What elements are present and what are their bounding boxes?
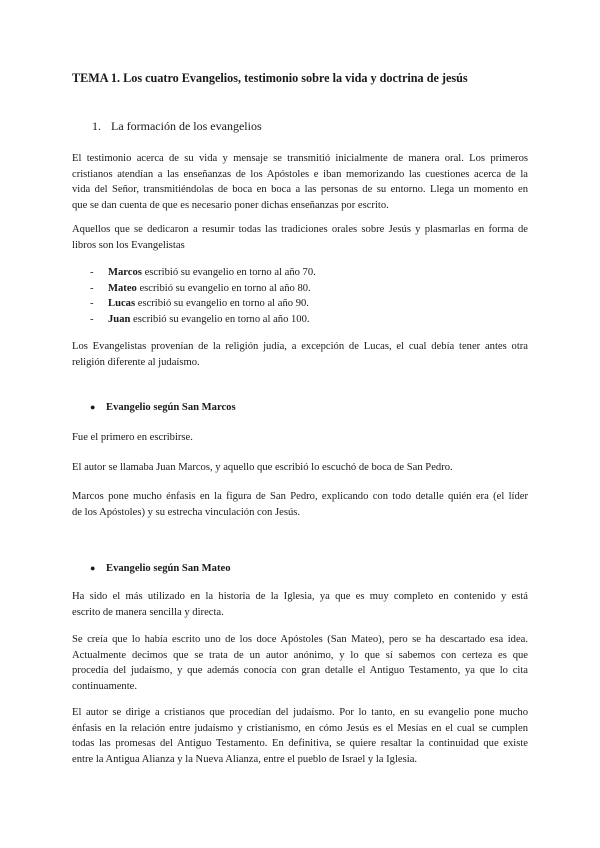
text-line: Actualmente decimos que se trata de un autor anónimo, y lo que sí sabemos con certeza es que (72, 649, 528, 661)
paragraph-marcos-author: El autor se llamaba Juan Marcos, y aquello que escribió lo escuchó de boca de San Pedro. (72, 462, 453, 473)
list-item (90, 281, 490, 297)
text-line: El testimonio acerca de su vida y mensaje se transmitió inicialmente de manera oral. Los primeros (72, 153, 528, 164)
text-line: Ha sido el más utilizado en la historia de la Iglesia, ya que es muy completo en contenido y está (72, 591, 528, 602)
evangelist-list (90, 265, 490, 327)
text-line: cristianos atendían a las enseñanzas de los Apóstoles e iban memorizando las cuestiones acerca de la (72, 168, 528, 180)
bullet-icon: ● (90, 563, 96, 573)
text-line: Aquellos que se dedicaron a resumir todas las tradiciones orales sobre Jesús y plasmarlas en forma de (72, 224, 528, 235)
text-line: continuamente. (72, 680, 138, 692)
text-line: procedía del judaísmo, y que además conocía con gran detalle el Antiguo Testamento, ya que lo cita (72, 665, 528, 677)
section-heading (92, 118, 492, 134)
paragraph-oral-transmission (72, 151, 528, 213)
evangelist-date: escribió su evangelio en torno al año 100. (130, 313, 310, 325)
paragraph-mateo-audience (72, 705, 528, 767)
paragraph-evangelists (72, 222, 528, 253)
paragraph-marcos-peter (72, 489, 528, 520)
heading-mateo (90, 561, 510, 576)
text-line: Se creía que lo había escrito uno de los doce Apóstoles (San Mateo), pero se ha descartado esa idea. (72, 634, 528, 645)
section-label: La formación de los evangelios (111, 119, 262, 133)
dash-bullet: - (90, 282, 94, 294)
text-line: entre la Antigua Alianza y la Nueva Alianza, entre el pueblo de Israel y la Iglesia. (72, 753, 418, 765)
heading-mateo-label: Evangelio según San Mateo (106, 563, 231, 574)
evangelist-name: Lucas (108, 298, 136, 310)
text-line: énfasis en la relación entre judaísmo y cristianismo, en cómo Jesús es el Mesías en el cual se cumplen (72, 722, 528, 734)
text-line: libros son los Evangelistas (72, 239, 185, 251)
dash-bullet: - (90, 313, 94, 325)
page-title: TEMA 1. Los cuatro Evangelios, testimonio sobre la vida y doctrina de jesús (72, 71, 468, 85)
evangelist-name: Juan (108, 313, 131, 325)
evangelist-name: Marcos (108, 267, 142, 278)
bullet-icon: ● (90, 402, 96, 412)
dash-bullet: - (90, 298, 94, 310)
text-line: religión diferente al judaísmo. (72, 356, 200, 368)
paragraph-jewish-origin (72, 339, 528, 370)
heading-marcos-label: Evangelio según San Marcos (106, 402, 236, 413)
heading-marcos (90, 400, 510, 415)
text-line: Marcos pone mucho énfasis en la figura de San Pedro, explicando con todo detalle quién era (el líder (72, 491, 528, 502)
text-line: todas las promesas del Antiguo Testamento. En definitiva, se quiere resaltar la continuidad que existe (72, 738, 528, 750)
dash-bullet: - (90, 267, 94, 278)
evangelist-date: escribió su evangelio en torno al año 90. (135, 298, 309, 310)
text-line: que se dan cuenta de que es necesario poner dichas enseñanzas por escrito. (72, 199, 389, 211)
text-line: Los Evangelistas provenían de la religión judía, a excepción de Lucas, el cual debía tener antes otra (72, 341, 528, 352)
evangelist-name: Mateo (108, 282, 137, 294)
text-line: El autor se dirige a cristianos que procedían del judaísmo. Por lo tanto, en su evangelio pone mucho (72, 707, 528, 718)
text-line: escrito de manera sencilla y directa. (72, 606, 224, 618)
paragraph-marcos-first: Fue el primero en escribirse. (72, 432, 193, 443)
section-number: 1. (92, 119, 101, 133)
paragraph-mateo-usage (72, 589, 528, 620)
paragraph-mateo-author (72, 632, 528, 694)
evangelist-date: escribió su evangelio en torno al año 70. (141, 267, 316, 278)
text-line: de los Apóstoles) y su estrecha vinculación con Jesús. (72, 506, 301, 518)
list-item (90, 265, 490, 281)
text-line: vida del Señor, transmitiéndolas de boca en boca a las personas de su entorno. Llega un momento en (72, 184, 528, 196)
list-item (90, 312, 490, 328)
list-item (90, 296, 490, 312)
evangelist-date: escribió su evangelio en torno al año 80. (136, 282, 311, 294)
